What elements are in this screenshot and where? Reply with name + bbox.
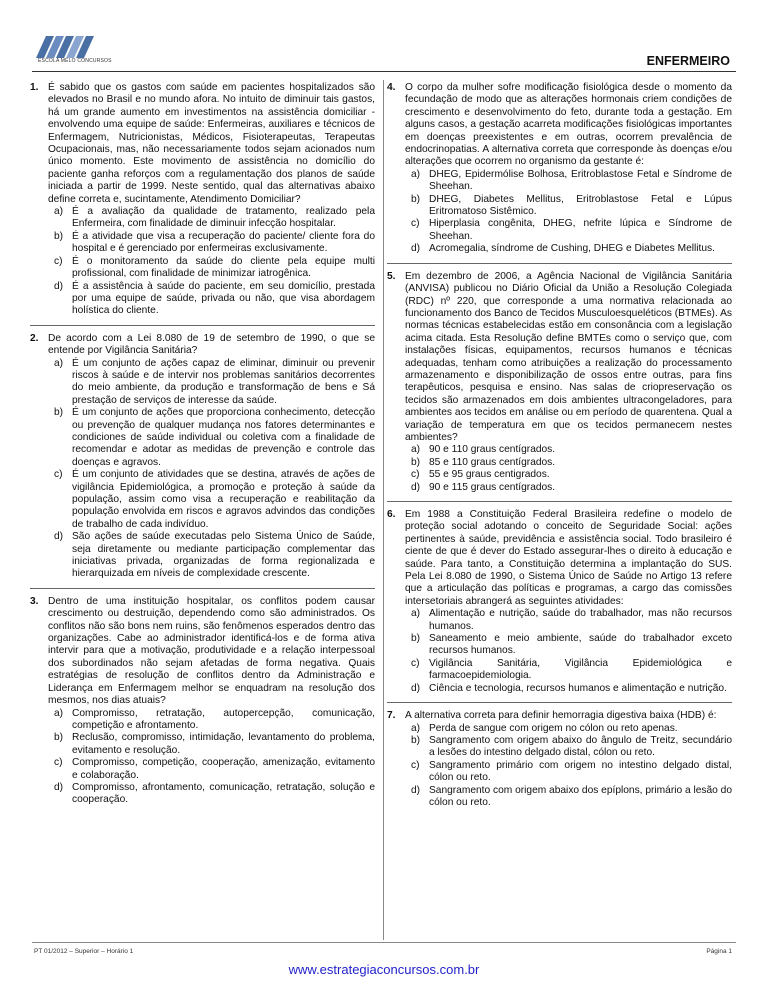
- question-stem: A alternativa correta para definir hemorragia digestiva baixa (HDB) é:: [405, 710, 717, 722]
- option-text: Sangramento com origem abaixo dos epíplons, primário a lesão do cólon ou reto.: [429, 784, 732, 808]
- option-text: É um conjunto de atividades que se destina, através de ações de vigilância Epidemiológica, a promoção e proteção à saúde da população, assim como visa a recuperação e reabilitação da população envolvida em riscos e agravos advindos das condições de trabalho de cada indivíduo.: [72, 469, 375, 530]
- option-letter: d): [54, 280, 64, 292]
- option-letter: b): [411, 734, 421, 746]
- option-text: É um conjunto de ações capaz de eliminar, diminuir ou prevenir riscos à saúde e de intervir nos problemas sanitários decorrentes do meio ambiente, da produção e transformação de bens e Sá prestação de serviços de interesse da saúde.: [72, 357, 375, 406]
- option-text: Compromisso, afrontamento, comunicação, retratação, solução e cooperação.: [72, 781, 375, 806]
- option-letter: c): [411, 469, 420, 481]
- option-letter: d): [411, 243, 421, 255]
- option-text: Sangramento com origem abaixo do ângulo de Treitz, secundário a lesões do intestino delgado distal, cólon ou reto.: [429, 734, 732, 759]
- option-text: 85 e 110 graus centígrados.: [429, 456, 556, 468]
- option-letter: d): [411, 481, 421, 493]
- page-title: ENFERMEIRO: [646, 54, 730, 68]
- question-stem: Em 1988 a Constituição Federal Brasileira redefine o modelo de proteção social adotando o conceito de Seguridade Social: ações pertinentes à saúde, previdência e assistência social. Todo brasileiro é ciente de que é dever do Estado assegurar-lhes o direito à educação e saúde. Para tanto, a Constituição determina a implantação do SUS. Pela Lei 8.080 de 1990, o Sistema Único de Saúde no Artigo 13 refere que a articulação das políticas e programas, a cargo das comissões intersetoriais abrangerá as seguintes atividades:: [405, 509, 732, 607]
- answer-option[interactable]: [54, 256, 375, 281]
- option-letter: d): [54, 531, 64, 543]
- option-text: É o monitoramento da saúde do cliente pela equipe multi profissional, com finalidade de minimizar iatrogênica.: [72, 255, 375, 280]
- column-divider: [383, 80, 384, 940]
- answer-option[interactable]: [411, 683, 732, 695]
- answer-option[interactable]: [411, 658, 732, 683]
- question-divider: [387, 702, 732, 703]
- answer-option[interactable]: [411, 469, 732, 481]
- left-column: [30, 82, 375, 807]
- question-4: [387, 82, 732, 256]
- option-letter: b): [54, 407, 64, 419]
- right-column: [387, 82, 732, 809]
- option-text: Sangramento primário com origem no intestino delgado distal, cólon ou reto.: [429, 759, 732, 784]
- answer-option[interactable]: [411, 785, 732, 810]
- option-letter: d): [411, 784, 421, 796]
- option-text: Hiperplasia congênita, DHEG, nefrite lúpica e Síndrome de Sheehan.: [429, 218, 732, 242]
- answer-option[interactable]: [54, 206, 375, 231]
- footer-site-link[interactable]: www.estrategiaconcursos.com.br: [288, 962, 480, 977]
- answer-option[interactable]: [411, 457, 732, 469]
- option-letter: c): [411, 759, 420, 771]
- question-1: [30, 82, 375, 318]
- question-divider: [387, 263, 732, 264]
- answer-option[interactable]: [411, 243, 732, 255]
- answer-option[interactable]: [54, 732, 375, 757]
- question-3: [30, 596, 375, 807]
- question-5: [387, 271, 732, 494]
- option-text: Perda de sangue com origem no cólon ou reto apenas.: [429, 722, 678, 734]
- answer-option[interactable]: [54, 757, 375, 782]
- question-number: 2.: [30, 332, 39, 344]
- option-text: DHEG, Diabetes Mellitus, Eritroblastose Fetal e Lúpus Eritromatoso Sistêmico.: [429, 193, 732, 218]
- question-7: [387, 710, 732, 809]
- option-letter: a): [54, 707, 64, 719]
- question-stem: O corpo da mulher sofre modificação fisiológica desde o momento da fecundação de modo que as alterações hormonais criem condições de crescimento e desenvolvimento do feto, durante toda a gestação. Em alguns casos, a gestação acarreta modificações fisiológicas importantes em doenças preexistentes e em outras, ocorrem prevalência de endocrinopatias. A alternativa correta que corresponde às doenças e/ou alterações que ocorrem no organismo da gestante é:: [405, 82, 732, 168]
- answer-option[interactable]: [54, 281, 375, 318]
- question-number: 3.: [30, 595, 39, 607]
- option-letter: c): [411, 657, 420, 669]
- option-text: São ações de saúde executadas pelo Sistema Único de Saúde, seja diretamente ou mediante participação complementar das iniciativas privada, organizadas de forma regionalizada e hierarquizada em níveis de complexidade crescente.: [72, 531, 375, 580]
- option-text: Compromisso, competição, cooperação, amenização, evitamento e colaboração.: [72, 757, 375, 781]
- answer-option[interactable]: [411, 608, 732, 633]
- question-number: 1.: [30, 82, 39, 93]
- question-divider: [387, 501, 732, 502]
- option-text: Alimentação e nutrição, saúde do trabalhador, mas não recursos humanos.: [429, 608, 732, 632]
- option-text: Acromegalia, síndrome de Cushing, DHEG e Diabetes Mellitus.: [429, 243, 715, 255]
- answer-option[interactable]: [411, 760, 732, 785]
- option-text: Vigilância Sanitária, Vigilância Epidemiológica e farmacoepidemiologia.: [429, 657, 732, 682]
- question-divider: [30, 325, 375, 326]
- option-text: É um conjunto de ações que proporciona conhecimento, detecção ou prevenção de qualquer mudança nos fatores determinantes e condiciones de saúde individual ou coletiva com a finalidade de recomendar e adotar as medidas de prevenção e controle das doenças e agravos.: [72, 407, 375, 468]
- option-letter: a): [411, 168, 421, 180]
- option-letter: b): [411, 193, 421, 205]
- option-letter: c): [54, 469, 63, 481]
- answer-option[interactable]: [411, 735, 732, 760]
- option-letter: a): [411, 444, 421, 456]
- question-divider: [30, 588, 375, 589]
- answer-option[interactable]: [54, 358, 375, 408]
- option-text: 90 e 115 graus centígrados.: [429, 481, 556, 493]
- option-letter: a): [411, 608, 421, 620]
- footer-divider: [32, 942, 736, 943]
- option-text: 90 e 110 graus centígrados.: [429, 444, 556, 456]
- answer-option[interactable]: [54, 531, 375, 581]
- option-letter: d): [54, 781, 64, 793]
- answer-option[interactable]: [54, 407, 375, 469]
- question-stem: Em dezembro de 2006, a Agência Nacional de Vigilância Sanitária (ANVISA) publicou no Diário Oficial da União a Resolução Colegiada (RDC) nº 220, que corresponde a uma normativa relacionada ao funcionamento dos Banco de Tecidos Musculoesqueléticos (BTMEs). As normas técnicas estabelecidas estão em consonância com a legislação acima citada. Esta Resolução define BMTEs como o serviço que, com instalações físicas, equipamentos, recursos humanos e técnicas adequadas, tenham como atribuições a realização do processamento armazenamento e disponibilização de ossos entre outras, para fins terapêuticos, pesquisa e ensino. Nas salas de criopreservação os tecidos são armazenados em dois ambientes ultracongeladores, para ambientes aos tecidos em análise ou em período de quarentena. Qual a variação de temperatura em que os tecidos permanecem nestes ambientes?: [405, 270, 732, 443]
- question-number: 6.: [387, 509, 396, 520]
- answer-option[interactable]: [54, 708, 375, 733]
- option-text: É a avaliação da qualidade de tratamento, realizado pela Enfermeira, com finalidade de diminuir infecção hospitalar.: [72, 206, 375, 230]
- answer-option[interactable]: [411, 444, 732, 456]
- answer-option[interactable]: [54, 231, 375, 256]
- option-letter: b): [54, 732, 64, 744]
- option-letter: c): [54, 255, 63, 267]
- answer-option[interactable]: [54, 782, 375, 807]
- question-number: 5.: [387, 270, 396, 282]
- answer-option[interactable]: [411, 194, 732, 219]
- option-text: Ciência e tecnologia, recursos humanos e alimentação e nutrição.: [429, 682, 727, 694]
- question-6: [387, 509, 732, 695]
- answer-option[interactable]: [411, 169, 732, 194]
- option-letter: a): [54, 206, 64, 218]
- option-text: Reclusão, compromisso, intimidação, levantamento do problema, evitamento e resolução.: [72, 732, 375, 756]
- option-text: É a assistência à saúde do paciente, em seu domicílio, prestada por uma equipe de saúde, privada ou não, que visa abordagem holística do cliente.: [72, 280, 375, 317]
- question-stem: De acordo com a Lei 8.080 de 19 de setembro de 1990, o que se entende por Vigilância Sanitária?: [48, 332, 375, 357]
- answer-option[interactable]: [54, 469, 375, 531]
- question-number: 4.: [387, 82, 396, 93]
- logo-text: ESCOLA MELO CONCURSOS: [38, 58, 112, 64]
- option-letter: d): [411, 682, 421, 694]
- question-number: 7.: [387, 710, 396, 722]
- option-text: É a atividade que visa a recuperação do paciente/ cliente fora do hospital e é gerenciado por enfermeiras exclusivamente.: [72, 230, 375, 255]
- answer-option[interactable]: [411, 723, 732, 735]
- option-text: Saneamento e meio ambiente, saúde do trabalhador exceto recursos humanos.: [429, 633, 732, 657]
- option-letter: a): [54, 357, 64, 369]
- option-letter: b): [54, 230, 64, 242]
- option-letter: b): [411, 456, 421, 468]
- question-2: [30, 333, 375, 581]
- answer-option[interactable]: [411, 482, 732, 494]
- question-stem: Dentro de uma instituição hospitalar, os conflitos podem causar crescimento ou destruição, dependendo como são administrados. Os conflitos não são bons nem ruins, são fenômenos esperados dentro das organizações. Cabe ao administrador identificá-los e de forma ativa intervir para que a motivação, produtividade e a relação interpessoal dos subordinados não sejam afetadas de forma negativa. Quais estratégias de resolução de conflitos dentro da Administração e Liderança em Enfermagem melhor se enquadram na resolução dos mesmos, nos dias atuais?: [48, 595, 375, 707]
- option-letter: b): [411, 633, 421, 645]
- question-stem: É sabido que os gastos com saúde em pacientes hospitalizados são elevados no Brasil e no mundo afora. No intuito de diminuir tais gastos, há um grande aumento em investimentos na assistência domiciliar - envolvendo uma equipe de saúde: Enfermeiras, auxiliares e técnicos de Enfermagem, Nutricionistas, Médicos, Fisioterapeutas, Terapeutas Ocupacionais, mas, não necessariamente todos sejam acionados num único momento. Este movimento de assistência no domicílio do paciente ganha reforços com a regulamentação dos planos de saúde iniciada a partir de 1999. Neste sentido, qual das alternativas abaixo define correta e, sucintamente, Atendimento Domiciliar?: [48, 82, 375, 205]
- header-divider: [32, 71, 736, 72]
- option-text: Compromisso, retratação, autopercepção, comunicação, competição e afrontamento.: [72, 707, 375, 731]
- answer-option[interactable]: [411, 633, 732, 658]
- option-letter: a): [411, 722, 421, 734]
- option-letter: c): [411, 218, 420, 230]
- footer-page-number: Página 1: [706, 948, 732, 955]
- answer-option[interactable]: [411, 218, 732, 243]
- option-text: 55 e 95 graus centigrados.: [429, 469, 550, 481]
- footer-exam-info: PT 01/2012 – Superior – Horário 1: [34, 948, 134, 955]
- option-text: DHEG, Epidermólise Bolhosa, Eritroblastose Fetal e Síndrome de Sheehan.: [429, 168, 732, 193]
- option-letter: c): [54, 757, 63, 769]
